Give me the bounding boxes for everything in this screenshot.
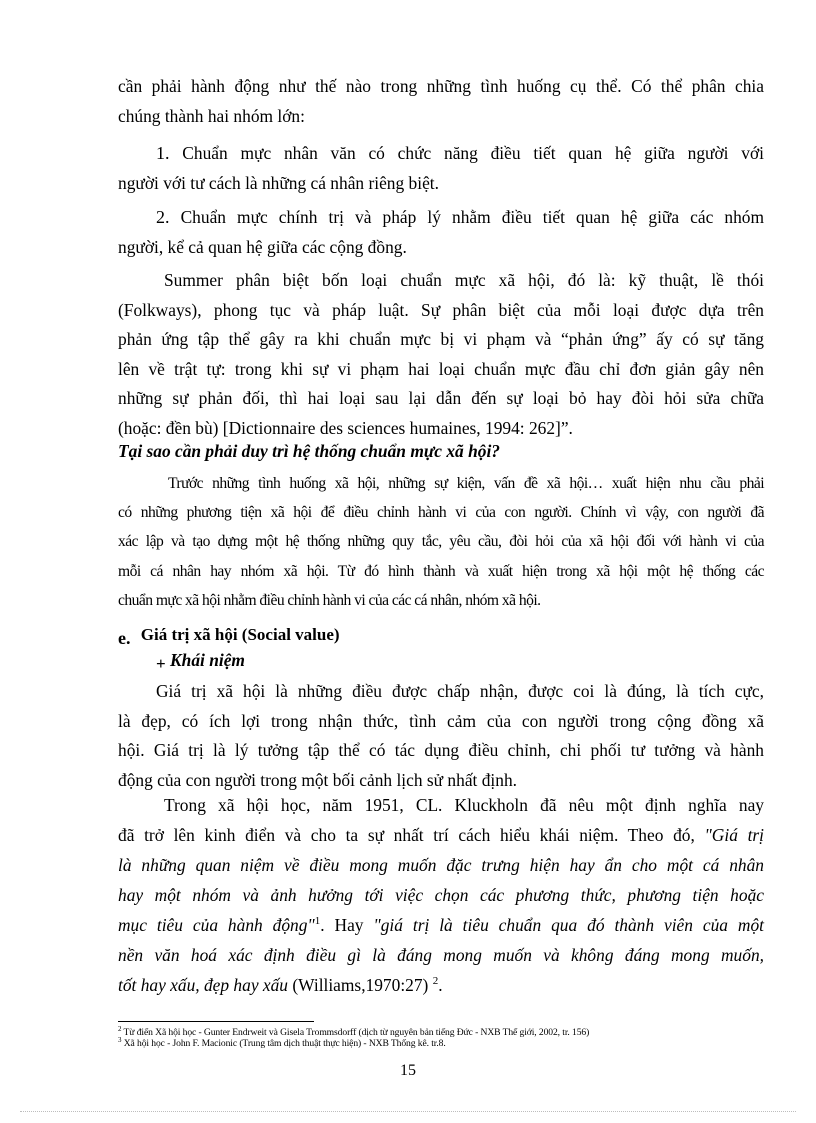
text-line: cần phải hành động như thế nào trong những tình huống cụ thể. Có thể phân chia <box>118 76 764 96</box>
text-line: phản ứng tập thể gây ra khi chuẩn mực bị vi phạm và “phản ứng” ấy có sự tăng <box>118 329 764 349</box>
citation: (Williams,1970:27) <box>288 975 433 995</box>
text-line: Trong xã hội học, năm 1951, CL. Kluckholn đã nêu một định nghĩa nay <box>164 795 764 815</box>
list-item-text: người, kể cả quan hệ giữa các cộng đồng. <box>118 236 407 257</box>
list-item <box>118 203 764 262</box>
text-run: đã trở lên kinh điển và cho ta sự nhất trí cách hiểu khái niệm. Theo đó, <box>118 825 705 845</box>
page-boundary-divider <box>20 1111 796 1112</box>
value-paragraph <box>118 677 764 795</box>
footnote-ref: 2 <box>432 975 439 988</box>
summer-paragraph <box>118 266 764 443</box>
list-item-text: Chuẩn mực nhân văn có chức năng điều tiết quan hệ giữa người với <box>182 143 764 163</box>
why-paragraph <box>118 469 764 615</box>
footnote-separator <box>118 1021 314 1022</box>
text-line: Trước những tình huống xã hội, những sự kiện, vấn đề xã hội… xuất hiện nhu cầu phải <box>168 475 764 492</box>
quote-text: nền văn hoá xác định điều gì là đáng mong muốn và không đáng mong muốn, <box>118 945 764 965</box>
text-line: xác lập và tạo dựng một hệ thống những quy tắc, yêu cầu, đòi hỏi của xã hội đối với hành vi của <box>118 533 764 551</box>
text-line: có những phương tiện xã hội để điều chỉnh hành vi của con người. Chính vì vậy, con người đã <box>118 504 764 522</box>
text-line: hội. Giá trị là lý tưởng tập thể có tác dụng điều chỉnh, chi phối tư tưởng và hành <box>118 740 764 760</box>
quote-text: "giá trị là tiêu chuẩn qua đó thành viên của một <box>373 915 764 935</box>
page-number: 15 <box>400 1062 416 1079</box>
text-run: . Hay <box>320 915 374 935</box>
section-e-heading <box>118 624 340 648</box>
text-line: (hoặc: đền bù) [Dictionnaire des sciences humaines, 1994: 262]”. <box>118 417 573 438</box>
subheading-concept <box>156 650 245 671</box>
footnote-text: Từ điển Xã hội học - Gunter Endrweit và Gisela Trommsdorff (dịch từ nguyên bản tiếng Đức - NXB Thế giới, 2002, tr. 156) <box>123 1027 590 1038</box>
list-item <box>118 139 764 198</box>
footnote-ref: 1 <box>314 915 321 928</box>
plus-bullet-icon: + <box>156 654 166 673</box>
text-line: chúng thành hai nhóm lớn: <box>118 105 305 126</box>
quote-text: mục tiêu của hành động" <box>118 915 315 935</box>
quote-text: hay một nhóm và ảnh hưởng tới việc chọn các phương thức, phương tiện hoặc <box>118 885 764 905</box>
footnote-text: Xã hội học - John F. Macionic (Trung tâm dịch thuật thực hiện) - NXB Thống kê. tr.8. <box>123 1038 446 1049</box>
text-line: chuẩn mực xã hội nhằm điều chỉnh hành vi của các cá nhân, nhóm xã hội. <box>118 591 541 609</box>
footnote <box>118 1024 590 1038</box>
quote-text: tốt hay xấu, đẹp hay xấu <box>118 975 288 995</box>
text-line: mỗi cá nhân hay nhóm xã hội. Từ đó hình thành và xuất hiện trong xã hội một hệ thống các <box>118 562 764 580</box>
list-item-text: người với tư cách là những cá nhân riêng biệt. <box>118 172 439 193</box>
quote-text: "Giá trị <box>704 825 764 845</box>
footnote <box>118 1035 446 1049</box>
text-line: lên về trật tự: trong khi sự vi phạm hai loại chuẩn mực đầu chỉ đơn giản gây nên <box>118 358 764 379</box>
section-label: e. <box>118 628 131 648</box>
section-title: Giá trị xã hội (Social value) <box>140 625 340 644</box>
list-number: 2. <box>156 207 170 227</box>
text-line: Giá trị xã hội là những điều được chấp nhận, được coi là đúng, là tích cực, <box>156 681 764 701</box>
text-line: Summer phân biệt bốn loại chuẩn mực xã hội, đó là: kỹ thuật, lề thói <box>164 270 764 290</box>
text-line: những sự phản đối, thì hai loại sau lại dẫn đến sự loại bỏ hay đòi hỏi sửa chữa <box>118 388 764 408</box>
text-line: là đẹp, có ích lợi trong nhận thức, tình cảm của con người trong cộng đồng xã <box>118 710 764 731</box>
kluckhohn-paragraph <box>118 790 764 1000</box>
list-item-text: Chuẩn mực chính trị và pháp lý nhằm điều tiết quan hệ giữa các nhóm <box>180 207 764 227</box>
quote-text: là những quan niệm về điều mong muốn đặc trưng hiện hay ẩn cho một cá nhân <box>118 855 764 875</box>
footnote-mark: 2 <box>118 1024 122 1033</box>
intro-paragraph <box>118 72 764 131</box>
text-line: (Folkways), phong tục và pháp luật. Sự phân biệt của mỗi loại được dựa trên <box>118 299 764 320</box>
section-heading-why: Tại sao cần phải duy trì hệ thống chuẩn mực xã hội? <box>118 441 500 461</box>
footnote-mark: 3 <box>118 1035 122 1044</box>
text-run: . <box>438 975 443 995</box>
text-line: động của con người trong một bối cảnh lịch sử nhất định. <box>118 769 517 790</box>
list-number: 1. <box>156 143 170 163</box>
subheading-title: Khái niệm <box>170 650 245 670</box>
